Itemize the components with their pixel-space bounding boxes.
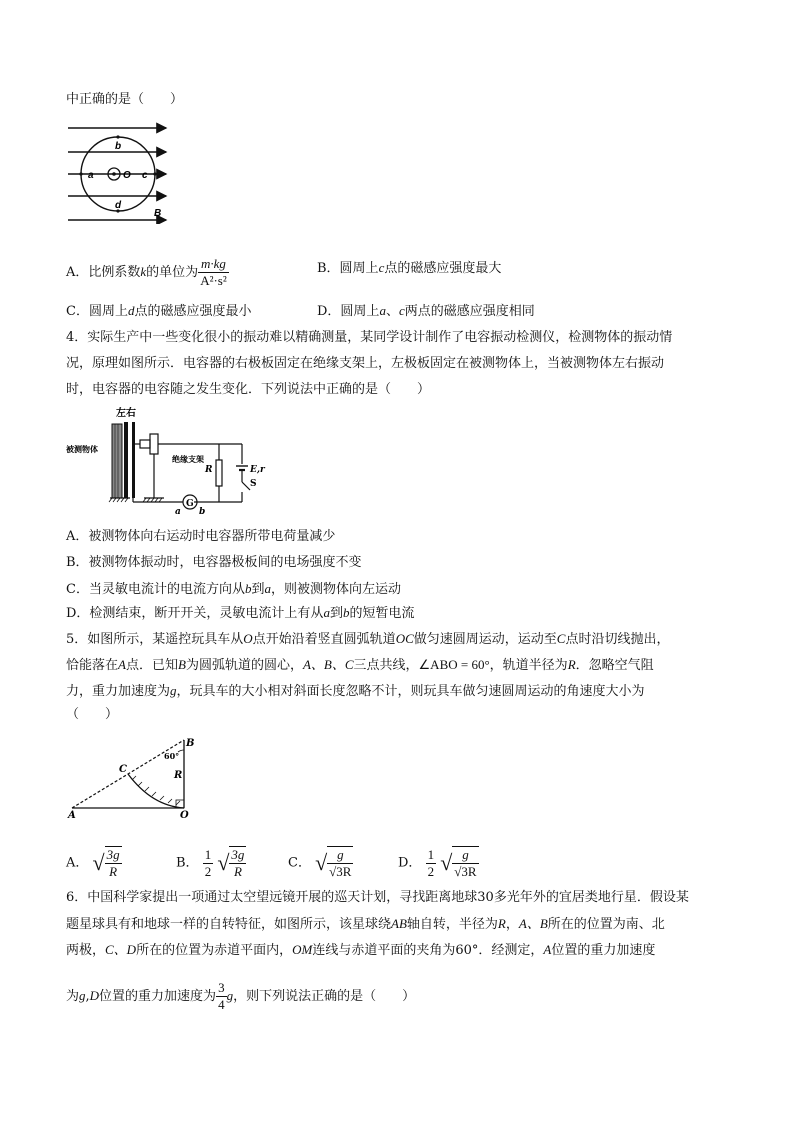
q4-option-a: A．被测物体向右运动时电容器所带电荷量减少 [66, 529, 336, 544]
q3-label-B: B [154, 208, 162, 219]
q4-label-left-right: 左右 [116, 408, 136, 419]
q3-unit-fraction: $\frac{m\cdot kg}{\text{A²·s²}}$ [200, 256, 227, 288]
q4-capacitor-detector-figure [66, 404, 266, 516]
q3-label-b: b [115, 141, 122, 152]
q3-option-a: A．比例系数k的单位为 $\frac{m\cdot kg}{\text{A²·s²}}$ [66, 256, 227, 288]
q4-stem-line-1: 4．实际生产中一些变化很小的振动难以精确测量，某同学设计制作了电容振动检测仪，检测物体的振动情 [66, 330, 673, 345]
q4-label-R: R [205, 465, 213, 475]
q4-stem-line-3: 时，电容器的电容随之发生变化．下列说法中正确的是（ ） [66, 382, 431, 397]
q3-label-c: c [142, 170, 148, 181]
q4-option-c: C．当灵敏电流计的电流方向从b到a，则被测物体向左运动 [66, 581, 401, 597]
q5-option-b: B． $\frac{1}{2}$ √ $\frac{3g}{R}$ [176, 846, 245, 879]
q5-label-A: A [68, 810, 76, 818]
q6-stem-line-4: 为g,D位置的重力加速度为 $\frac{3}{4}$ g，则下列说法正确的是（ ） [66, 980, 416, 1012]
q6-stem-line-2: 题星球具有和地球一样的自转特征，如图所示，该星球绕AB轴自转，半径为R，A、B所在的位置为南、北 [66, 916, 665, 932]
q4-label-G: G [186, 499, 194, 509]
q5-option-a: A． √ $\frac{3g}{R}$ [66, 847, 120, 879]
q6-stem-line-3: 两极，C、D所在的位置为赤道平面内，OM连线与赤道平面的夹角为60°．经测定，A位置的重力加速度 [66, 942, 656, 958]
q3-label-d: d [115, 200, 122, 211]
q5-label-C: C [119, 764, 127, 775]
q5-label-O: O [180, 810, 189, 818]
sqrt-icon: √ [92, 850, 105, 875]
q5-label-angle: 60° [164, 751, 180, 761]
q5-stem-line-4: （ ） [66, 707, 119, 722]
q4-option-b: B．被测物体振动时，电容器极板间的电场强度不变 [66, 555, 362, 570]
q4-label-b: b [199, 507, 206, 516]
q5-stem-line-3: 力，重力加速度为g，玩具车的大小相对斜面长度忽略不计，则玩具车做匀速圆周运动的角速度大小为 [66, 683, 645, 699]
q4-label-stand: 绝缘支架 [172, 454, 204, 464]
sqrt-icon: √ [315, 850, 328, 875]
q4-stem-line-2: 况，原理如图所示．电容器的右极板固定在绝缘支架上，左极板固定在被测物体上，当被测物体左右振动 [66, 356, 665, 371]
q5-label-R: R [174, 770, 183, 781]
q3-option-b: B．圆周上c点的磁感应强度最大 [317, 260, 502, 276]
sqrt-icon: √ [217, 850, 230, 875]
q3-label-o: O [123, 170, 131, 181]
q5-label-B: B [186, 738, 194, 749]
q5-circular-track-figure [66, 734, 194, 818]
q5-option-c: C． √ $\frac{g}{√3R}$ [288, 847, 352, 879]
q3-label-a: a [88, 170, 94, 181]
q5-option-d: D． $\frac{1}{2}$ √ $\frac{g}{√3R}$ [398, 846, 477, 879]
sqrt-icon: √ [440, 850, 453, 875]
q5-stem-line-2: 恰能落在A点．已知B为圆弧轨道的圆心，A、B、C三点共线，∠ABO = 60°，轨道半径为R．忽略空气阻 [66, 657, 654, 673]
q4-option-d: D．检测结束，断开开关，灵敏电流计上有从a到b的短暂电流 [66, 605, 415, 621]
q3-magnetic-field-figure [66, 120, 176, 224]
q4-label-a: a [175, 507, 181, 516]
q4-label-object: 被测物体 [66, 444, 98, 454]
q3-option-c: C．圆周上d点的磁感应强度最小 [66, 303, 252, 319]
q4-label-switch: S [250, 479, 257, 489]
q3-stem-tail: 中正确的是（ ） [66, 92, 184, 107]
q4-label-emf: E,r [250, 465, 265, 475]
q3-option-d: D．圆周上a、c两点的磁感应强度相同 [317, 303, 535, 319]
q6-stem-line-1: 6．中国科学家提出一项通过太空望远镜开展的巡天计划，寻找距离地球30多光年外的宜居类地行星．假设某 [66, 890, 689, 905]
q5-stem-line-1: 5．如图所示，某遥控玩具车从O点开始沿着竖直圆弧轨道OC做匀速圆周运动，运动至C点时沿切线抛出， [66, 631, 670, 647]
